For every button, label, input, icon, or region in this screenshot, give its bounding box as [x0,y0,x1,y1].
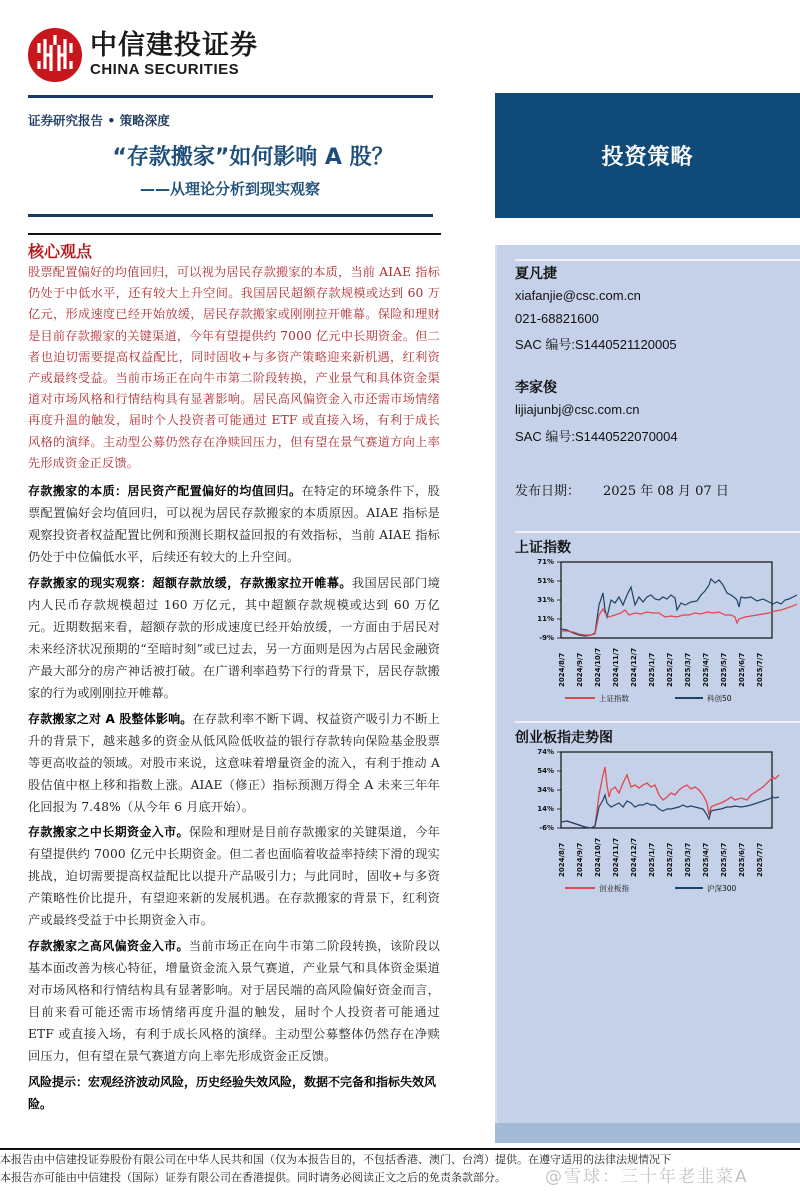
svg-text:74%: 74% [537,748,554,756]
svg-text:2025/2/7: 2025/2/7 [666,842,674,877]
citic-logo-icon [28,28,82,82]
svg-text:2025/3/7: 2025/3/7 [684,652,692,687]
core-view-heading: 核心观点 [28,242,93,261]
logo-chinese-name: 中信建投证券 [90,30,258,61]
section-text: 保险和理财是目前存款搬家的关键渠道，今年有望提供约 7000 亿元中长期资金。但二者也面临着收益率持续下滑的现实挑战，迫切需要提高权益配比以提升产品吸引力；与此同时，固收+与多资产策略性价比提升，有望迎来新的发展机遇。在存款搬家的背景下，红利资产或最终受益于中长期资金入市。 [28,825,441,927]
report-title: “存款搬家”如何影响 A 股？ [112,145,394,170]
svg-text:2025/4/7: 2025/4/7 [702,842,710,877]
watermark: @雪球：三十年老韭菜A [545,1167,749,1187]
analyst-name: 夏凡捷 [515,266,557,282]
footer-divider [0,1148,800,1150]
risk-warning: 风险提示：宏观经济波动风险，历史经验失效风险，数据不完备和指标失效风险。 [28,1075,437,1111]
analyst-email[interactable]: xiafanjie@csc.com.cn [515,288,641,303]
svg-text:2024/10/7: 2024/10/7 [594,837,602,877]
category-banner [495,93,800,218]
section-divider [28,233,441,235]
publish-date-value: 2025 年 08 月 07 日 [603,484,729,499]
svg-text:11%: 11% [537,615,554,623]
section-lead: 存款搬家之中长期资金入市。 [28,825,189,839]
svg-text:2024/8/7: 2024/8/7 [558,842,566,877]
svg-text:2025/6/7: 2025/6/7 [738,652,746,687]
svg-text:2025/6/7: 2025/6/7 [738,842,746,877]
svg-text:54%: 54% [537,767,554,775]
svg-text:2025/7/7: 2025/7/7 [756,652,764,687]
sidebar-footer-band [495,1123,800,1143]
svg-text:34%: 34% [537,786,554,794]
svg-text:2024/12/7: 2024/12/7 [630,647,638,687]
svg-text:2025/5/7: 2025/5/7 [720,842,728,877]
svg-text:-9%: -9% [539,634,554,642]
report-type: 证券研究报告 • 策略深度 [28,113,170,128]
svg-text:2025/1/7: 2025/1/7 [648,652,656,687]
svg-text:2024/11/7: 2024/11/7 [612,647,620,687]
section-lead: 存款搬家的现实观察：超额存款放缓，存款搬家拉开帷幕。 [28,576,352,590]
logo-english-name: CHINA SECURITIES [90,61,240,78]
chart-divider [515,721,800,723]
svg-text:2024/12/7: 2024/12/7 [630,837,638,877]
section-text: 在特定的环境条件下，股票配置偏好会均值回归，可以视为居民存款搬家的本质原因。AIAE 指标是观察投资者权益配置比例和预测长期权益回报的有效指标，当前 AIAE 指标仍处于中位偏低水平，后续还有较大的上升空间。 [28,484,440,564]
svg-text:2025/7/7: 2025/7/7 [756,842,764,877]
chart-divider [515,531,800,533]
section-text: 我国居民部门境内人民币存款规模超过 160 万亿元，其中超额存款规模或达到 60 万亿元。近期数据来看，超额存款的形成速度已经开始放缓，一方面由于居民对未来经济状况预期的“至暗时刻”或已过去，另一方面则是因为占居民金融资产最大部分的房产神话被打破。在广谱利率趋势下行的背景下，居民存款搬家的行为或刚刚拉开帷幕。 [28,576,440,700]
section-lead: 存款搬家之高风偏资金入市。 [28,939,189,953]
category-label: 投资策略 [601,145,694,170]
company-logo [28,28,258,82]
section-lead: 存款搬家之对 A 股整体影响。 [28,712,193,726]
section-paragraph [28,572,440,704]
svg-text:31%: 31% [537,596,554,604]
disclaimer-line: 本报告亦可能由中信建投（国际）证券有限公司在香港提供。同时请务必阅读正文之后的免责条款部分。 [0,1171,506,1184]
sse-index-chart [505,555,800,710]
publish-date-label: 发布日期： [515,484,581,499]
svg-text:2024/9/7: 2024/9/7 [576,652,584,687]
analyst-email[interactable]: lijiajunbj@csc.com.cn [515,402,640,417]
svg-text:2024/10/7: 2024/10/7 [594,647,602,687]
section-paragraph [28,821,440,931]
svg-text:14%: 14% [537,805,554,813]
legend-csi300: 沪深300 [707,884,737,893]
svg-text:2024/9/7: 2024/9/7 [576,842,584,877]
analyst-phone: 021-68821600 [515,311,599,326]
section-paragraph [28,480,440,568]
svg-text:2025/3/7: 2025/3/7 [684,842,692,877]
svg-text:2025/2/7: 2025/2/7 [666,652,674,687]
analyst-sac-number: SAC 编号:S1440521120005 [515,337,677,352]
disclaimer-line: 本报告由中信建投证券股份有限公司在中华人民共和国（仅为本报告目的，不包括香港、澳门、台湾）提供。在遵守适用的法律法规情况下 [0,1153,671,1166]
legend-sse: 上证指数 [599,694,629,703]
header-divider-bottom [28,214,433,217]
svg-text:51%: 51% [537,577,554,585]
chart-title: 上证指数 [515,540,571,556]
svg-text:2025/1/7: 2025/1/7 [648,842,656,877]
analyst-name: 李家俊 [515,380,557,396]
legend-star50: 科创50 [707,694,732,703]
svg-text:2025/5/7: 2025/5/7 [720,652,728,687]
sidebar-divider [515,259,800,261]
chinext-index-chart [505,745,800,900]
legend-chinext: 创业板指 [599,884,629,893]
publish-date [515,480,729,499]
svg-text:2024/8/7: 2024/8/7 [558,652,566,687]
core-view-body: 股票配置偏好的均值回归，可以视为居民存款搬家的本质，当前 AIAE 指标仍处于中低水平，还有较大上升空间。我国居民超额存款规模或达到 60 万亿元，形成速度已经开始放缓，居民存款搬家或刚刚拉开帷幕。保险和理财是目前存款搬家的关键渠道，今年有望提供约 7000 亿元中长期资金。但二者也迫切需要提高权益配比，同时固收+与多资产策略迎来新机遇，红利资产或最终受益。当前市场正在向牛市第二阶段转换，产业景气和具体资金渠道对市场风格和行情结构具有显著影响。居民高风偏资金入市还需市场情绪再度升温的触发，届时个人投资者可能通过 ETF 或直接入场，有利于成长风格的演绎。主动型公募仍然存在净赎回压力，但有望在景气赛道方向上率先形成资金正反馈。 [28,265,440,470]
report-subtitle: ——从理论分析到现实观察 [140,180,321,198]
svg-text:2025/4/7: 2025/4/7 [702,652,710,687]
section-text: 当前市场正在向牛市第二阶段转换，该阶段以基本面改善为核心特征，增量资金流入景气赛道，产业景气和具体资金渠道对市场风格和行情结构具有显著影响。对于居民端的高风险偏好资金而言，目前来看可能还需市场情绪再度升温的触发，届时个人投资者可能通过 ETF 或直接入场，有利于成长风格的演绎。主动型公募整体仍然存在净赎回压力，但有望在景气赛道方向上率先形成资金正反馈。 [28,939,441,1063]
chart-title: 创业板指走势图 [515,730,613,746]
svg-text:2024/11/7: 2024/11/7 [612,837,620,877]
section-text: 在存款利率不断下调、权益资产吸引力不断上升的背景下，越来越多的资金从低风险低收益的银行存款转向保险基金股票等更高收益的领域。对股市来说，这意味着增量资金的流入，有利于推动 A 股估值中枢上移和指数上涨。AIAE（修正）指标预测万得全 A 未来三年年化回报为 7.48%（从今年 6 月底开始）。 [28,712,440,814]
analyst-sac-number: SAC 编号:S1440522070004 [515,429,678,444]
section-paragraph [28,935,440,1067]
svg-text:71%: 71% [537,558,554,566]
svg-text:-6%: -6% [539,824,554,832]
header-divider-top [28,95,433,98]
section-paragraph [28,708,440,818]
section-lead: 存款搬家的本质：居民资产配置偏好的均值回归。 [28,484,302,498]
